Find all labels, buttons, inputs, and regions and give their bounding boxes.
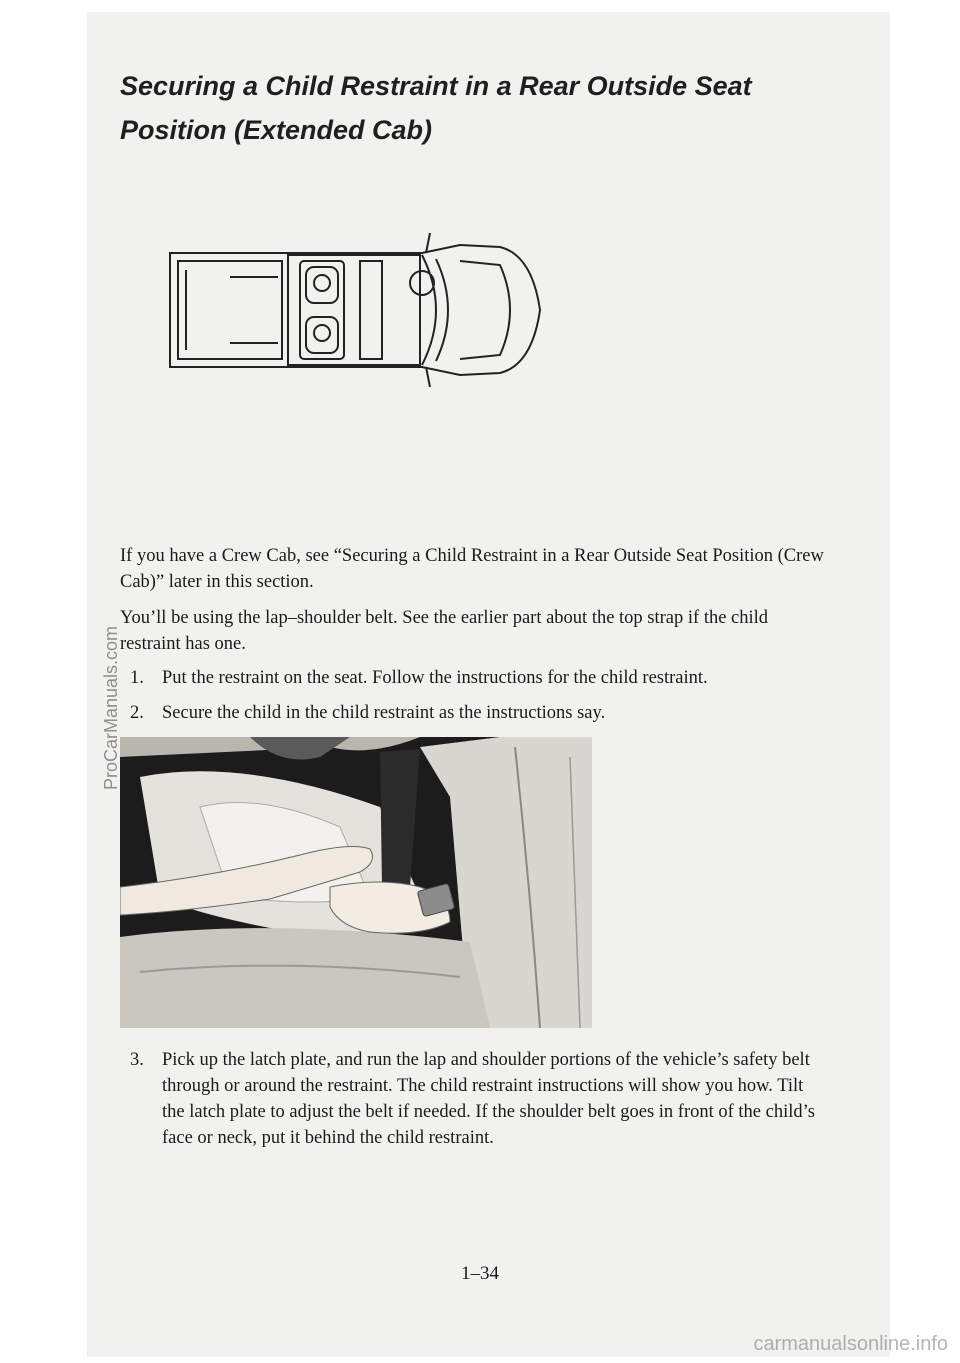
side-watermark: ProCarManuals.com (101, 625, 121, 790)
truck-top-view-illustration (160, 225, 556, 395)
step-text: Pick up the latch plate, and run the lap and shoulder portions of the vehicle’s safety belt through or around the restraint. The child restraint instructions will show you how. Tilt the latch plate to adjust the belt if needed. If the shoulder belt goes in front of the child’s face or neck, put it behind the child restraint. (162, 1050, 815, 1148)
step-number: 2. (130, 703, 144, 723)
step-text: Secure the child in the child restraint as the instructions say. (162, 703, 606, 723)
list-item (130, 665, 830, 691)
step-number: 1. (130, 668, 144, 688)
intro-paragraph: If you have a Crew Cab, see “Securing a Child Restraint in a Rear Outside Seat Position (Crew Cab)” later in this section. (120, 546, 824, 592)
page-number: 1–34 (461, 1263, 499, 1284)
section-heading: Securing a Child Restraint in a Rear Outside Seat Position (Extended Cab) (120, 71, 752, 145)
securing-child-seat-photo (120, 737, 592, 1028)
list-item (130, 1047, 830, 1151)
belt-paragraph: You’ll be using the lap–shoulder belt. See the earlier part about the top strap if the child restraint has one. (120, 608, 769, 654)
list-item (130, 700, 830, 726)
step-number: 3. (130, 1050, 144, 1070)
step-text: Put the restraint on the seat. Follow the instructions for the child restraint. (162, 668, 708, 688)
bottom-watermark: carmanualsonline.info (753, 1333, 948, 1355)
